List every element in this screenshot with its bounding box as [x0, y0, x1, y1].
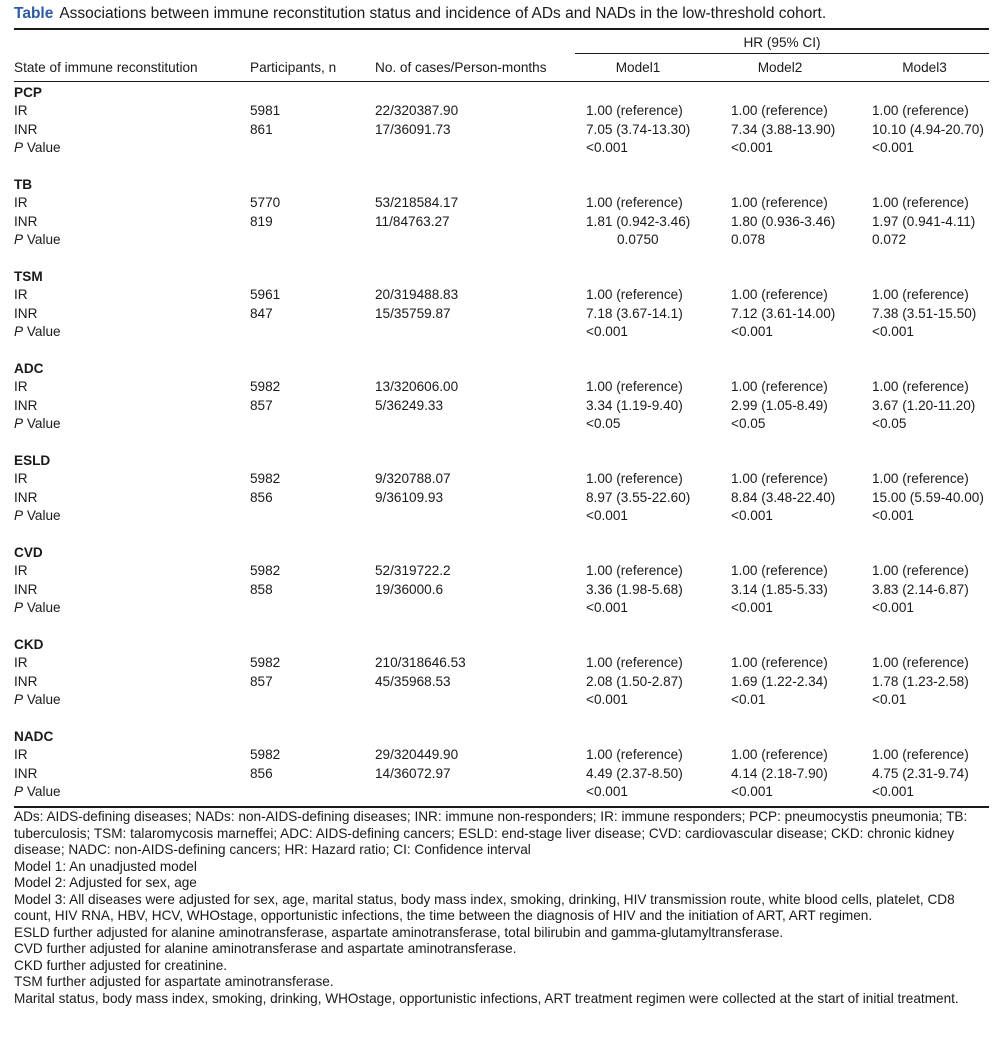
footnote-ckd: CKD further adjusted for creatinine.: [14, 957, 228, 973]
participants-cell: 856: [250, 765, 273, 781]
cases-cell: 15/35759.87: [375, 305, 451, 321]
model3-cell: 1.00 (reference): [872, 195, 969, 211]
model1-cell: 4.49 (2.37-8.50): [586, 765, 683, 781]
participants-cell: 861: [250, 121, 273, 137]
row-label-inr: INR: [14, 765, 38, 781]
participants-cell: 819: [250, 213, 273, 229]
p-model1-cell: <0.001: [586, 783, 628, 799]
disease-group-label: TB: [14, 177, 33, 192]
p-suffix: Value: [23, 783, 61, 799]
cases-cell: 22/320387.90: [375, 103, 459, 119]
p-suffix: Value: [23, 231, 61, 247]
p-model2-cell: <0.001: [731, 599, 773, 615]
row-label-ir: IR: [14, 563, 28, 579]
p-model3-cell: <0.001: [872, 599, 914, 615]
model3-cell: 15.00 (5.59-40.00): [872, 489, 984, 505]
footnote-model1: Model 1: An unadjusted model: [14, 858, 197, 874]
p-suffix: Value: [23, 691, 61, 707]
p-model3-cell: <0.001: [872, 507, 914, 523]
p-model3-cell: <0.05: [872, 415, 907, 431]
table-label: Table: [14, 5, 54, 22]
model3-cell: 4.75 (2.31-9.74): [872, 765, 969, 781]
cases-cell: 29/320449.90: [375, 747, 459, 763]
model2-cell: 1.80 (0.936-3.46): [731, 213, 836, 229]
p-model1-cell: <0.001: [586, 139, 628, 155]
footnote-tsm: TSM further adjusted for aspartate aminotransferase.: [14, 974, 334, 989]
model3-cell: 3.83 (2.14-6.87): [872, 581, 969, 597]
header-model3: Model3: [902, 60, 947, 75]
row-label-inr: INR: [14, 305, 38, 321]
model1-cell: 3.34 (1.19-9.40): [586, 397, 683, 413]
participants-cell: 857: [250, 673, 273, 689]
participants-cell: 5982: [250, 379, 281, 395]
p-model1-cell: <0.001: [586, 599, 628, 615]
participants-cell: 858: [250, 581, 273, 597]
p-model3-cell: <0.001: [872, 783, 914, 799]
row-label-ir: IR: [14, 747, 28, 763]
row-label-ir: IR: [14, 379, 28, 395]
header-state: State of immune reconstitution: [14, 60, 198, 75]
model1-cell: 1.00 (reference): [586, 655, 683, 671]
model1-cell: 1.00 (reference): [586, 471, 683, 487]
cases-cell: 53/218584.17: [375, 195, 459, 211]
participants-cell: 5961: [250, 287, 281, 303]
p-italic: P: [14, 783, 24, 799]
model1-cell: 3.36 (1.98-5.68): [586, 581, 683, 597]
row-label-inr: INR: [14, 581, 38, 597]
participants-cell: 5770: [250, 195, 281, 211]
cases-cell: 5/36249.33: [375, 397, 444, 413]
disease-group-label: CVD: [14, 545, 43, 560]
participants-cell: 5982: [250, 747, 281, 763]
disease-group-label: TSM: [14, 269, 43, 284]
footnote-model2: Model 2: Adjusted for sex, age: [14, 875, 197, 890]
model2-cell: 4.14 (2.18-7.90): [731, 765, 828, 781]
model2-cell: 1.00 (reference): [731, 471, 828, 487]
cases-cell: 45/35968.53: [375, 673, 451, 689]
p-suffix: Value: [23, 415, 61, 431]
cases-cell: 9/320788.07: [375, 471, 451, 487]
model3-cell: 1.00 (reference): [872, 747, 969, 763]
row-label-ir: IR: [14, 195, 28, 211]
model1-cell: 1.00 (reference): [586, 563, 683, 579]
model3-cell: 7.38 (3.51-15.50): [872, 305, 977, 321]
participants-cell: 857: [250, 397, 273, 413]
model2-cell: 1.00 (reference): [731, 563, 828, 579]
p-model1-cell: <0.001: [586, 691, 628, 707]
p-model1-cell: 0.0750: [617, 231, 659, 247]
header-model1: Model1: [615, 60, 661, 75]
disease-group-label: ESLD: [14, 453, 51, 468]
header-model2: Model2: [757, 60, 803, 75]
model3-cell: 1.00 (reference): [872, 655, 969, 671]
p-model3-cell: <0.001: [872, 323, 914, 339]
model3-cell: 10.10 (4.94-20.70): [872, 121, 984, 137]
p-model2-cell: <0.01: [731, 691, 766, 707]
row-label-ir: IR: [14, 103, 28, 119]
p-italic: P: [14, 231, 24, 247]
row-label-inr: INR: [14, 673, 38, 689]
model2-cell: 2.99 (1.05-8.49): [731, 397, 828, 413]
model1-cell: 1.00 (reference): [586, 103, 683, 119]
table-title: Associations between immune reconstitution status and incidence of ADs and NADs in the low-threshold cohort.: [59, 5, 827, 22]
p-model1-cell: <0.001: [586, 323, 628, 339]
p-value-label: [14, 783, 61, 801]
model3-cell: 1.00 (reference): [872, 103, 969, 119]
p-model2-cell: <0.001: [731, 783, 773, 799]
p-model3-cell: <0.01: [872, 691, 907, 707]
footnote-esld: ESLD further adjusted for alanine aminotransferase, aspartate aminotransferase, total bilirubin and gamma-glutamyltransferase.: [14, 924, 784, 940]
p-model2-cell: 0.078: [731, 231, 766, 247]
model1-cell: 8.97 (3.55-22.60): [586, 489, 691, 505]
model3-cell: 1.00 (reference): [872, 563, 969, 579]
model2-cell: 1.00 (reference): [731, 655, 828, 671]
p-value-label: [14, 415, 61, 433]
model3-cell: 1.00 (reference): [872, 379, 969, 395]
model1-cell: 7.18 (3.67-14.1): [586, 305, 683, 321]
hr-group-rule: [575, 53, 989, 54]
table-caption: [14, 4, 989, 24]
model2-cell: 8.84 (3.48-22.40): [731, 489, 836, 505]
p-model2-cell: <0.001: [731, 507, 773, 523]
cases-cell: 14/36072.97: [375, 765, 451, 781]
p-value-label: [14, 231, 61, 249]
participants-cell: 5982: [250, 471, 281, 487]
p-italic: P: [14, 323, 24, 339]
participants-cell: 5981: [250, 103, 281, 119]
cases-cell: 52/319722.2: [375, 563, 451, 579]
p-value-label: [14, 691, 61, 709]
model2-cell: 1.69 (1.22-2.34): [731, 673, 828, 689]
p-italic: P: [14, 599, 24, 615]
model2-cell: 1.00 (reference): [731, 103, 828, 119]
row-label-inr: INR: [14, 397, 38, 413]
model1-cell: 1.81 (0.942-3.46): [586, 213, 691, 229]
p-model1-cell: <0.001: [586, 507, 628, 523]
row-label-ir: IR: [14, 287, 28, 303]
participants-cell: 856: [250, 489, 273, 505]
p-suffix: Value: [23, 599, 61, 615]
cases-cell: 210/318646.53: [375, 655, 466, 671]
row-label-inr: INR: [14, 489, 38, 505]
footnote-model3: Model 3: All diseases were adjusted for sex, age, marital status, body mass index, smoking, drinking, HIV transmission route, white blood cells, platelet, CD8 count, HIV RNA, HBV, HCV, WHOstage, opportunistic infections, the time between the diagnosis of HIV and the initiation of ART, ART regimen.: [14, 891, 955, 923]
p-suffix: Value: [23, 507, 61, 523]
model1-cell: 1.00 (reference): [586, 287, 683, 303]
model2-cell: 7.12 (3.61-14.00): [731, 305, 836, 321]
row-label-ir: IR: [14, 655, 28, 671]
cases-cell: 19/36000.6: [375, 581, 444, 597]
p-italic: P: [14, 507, 24, 523]
model1-cell: 1.00 (reference): [586, 379, 683, 395]
disease-group-label: PCP: [14, 85, 42, 100]
participants-cell: 847: [250, 305, 273, 321]
p-model2-cell: <0.001: [731, 139, 773, 155]
cases-cell: 17/36091.73: [375, 121, 451, 137]
hr-group-header: HR (95% CI): [743, 35, 821, 50]
p-value-label: [14, 139, 61, 157]
header-cases: No. of cases/Person-months: [375, 60, 547, 75]
bottom-rule: [14, 806, 989, 808]
p-model3-cell: 0.072: [872, 231, 907, 247]
p-italic: P: [14, 691, 24, 707]
table-footnotes: [14, 809, 989, 1007]
footnote-baseline: Marital status, body mass index, smoking, drinking, WHOstage, opportunistic infections, ART treatment regimen were collected at the start of initial treatment.: [14, 990, 959, 1006]
model2-cell: 3.14 (1.85-5.33): [731, 581, 828, 597]
cases-cell: 9/36109.93: [375, 489, 444, 505]
p-model2-cell: <0.001: [731, 323, 773, 339]
cases-cell: 11/84763.27: [375, 213, 450, 229]
model3-cell: 1.00 (reference): [872, 471, 969, 487]
p-model1-cell: <0.05: [586, 415, 621, 431]
model1-cell: 1.00 (reference): [586, 195, 683, 211]
model2-cell: 7.34 (3.88-13.90): [731, 121, 836, 137]
disease-group-label: ADC: [14, 361, 44, 376]
model1-cell: 1.00 (reference): [586, 747, 683, 763]
footnote-cvd: CVD further adjusted for alanine aminotransferase and aspartate aminotransferase.: [14, 941, 517, 956]
model2-cell: 1.00 (reference): [731, 287, 828, 303]
participants-cell: 5982: [250, 563, 281, 579]
p-value-label: [14, 323, 61, 341]
p-model2-cell: <0.05: [731, 415, 766, 431]
model2-cell: 1.00 (reference): [731, 195, 828, 211]
disease-group-label: NADC: [14, 729, 54, 744]
row-label-ir: IR: [14, 471, 28, 487]
p-suffix: Value: [23, 139, 61, 155]
p-value-label: [14, 507, 61, 525]
model1-cell: 2.08 (1.50-2.87): [586, 673, 683, 689]
header-rule: [14, 81, 989, 82]
model1-cell: 7.05 (3.74-13.30): [586, 121, 691, 137]
p-value-label: [14, 599, 61, 617]
cases-cell: 20/319488.83: [375, 287, 459, 303]
p-model3-cell: <0.001: [872, 139, 914, 155]
model3-cell: 3.67 (1.20-11.20): [872, 397, 976, 413]
p-italic: P: [14, 415, 24, 431]
cases-cell: 13/320606.00: [375, 379, 459, 395]
model3-cell: 1.97 (0.941-4.11): [872, 213, 976, 229]
model2-cell: 1.00 (reference): [731, 379, 828, 395]
disease-group-label: CKD: [14, 637, 44, 652]
p-italic: P: [14, 139, 24, 155]
model2-cell: 1.00 (reference): [731, 747, 828, 763]
row-label-inr: INR: [14, 121, 38, 137]
model3-cell: 1.78 (1.23-2.58): [872, 673, 969, 689]
header-participants: Participants, n: [250, 60, 337, 75]
p-suffix: Value: [23, 323, 61, 339]
participants-cell: 5982: [250, 655, 281, 671]
top-rule: [14, 28, 989, 30]
row-label-inr: INR: [14, 213, 38, 229]
model3-cell: 1.00 (reference): [872, 287, 969, 303]
footnote-abbreviations: ADs: AIDS-defining diseases; NADs: non-AIDS-defining diseases; INR: immune non-responders; IR: immune responders; PCP: pneumocystis pneumonia; TB: tuberculosis; TSM: talaromycosis marneffei; ADC: AIDS-defining cancers; ESLD: end-stage liver disease; CVD: cardiovascular disease; CKD: chronic kidney disease; NADC: non-AIDS-defining cancers; HR: Hazard ratio; CI: Confidence interval: [14, 809, 968, 857]
